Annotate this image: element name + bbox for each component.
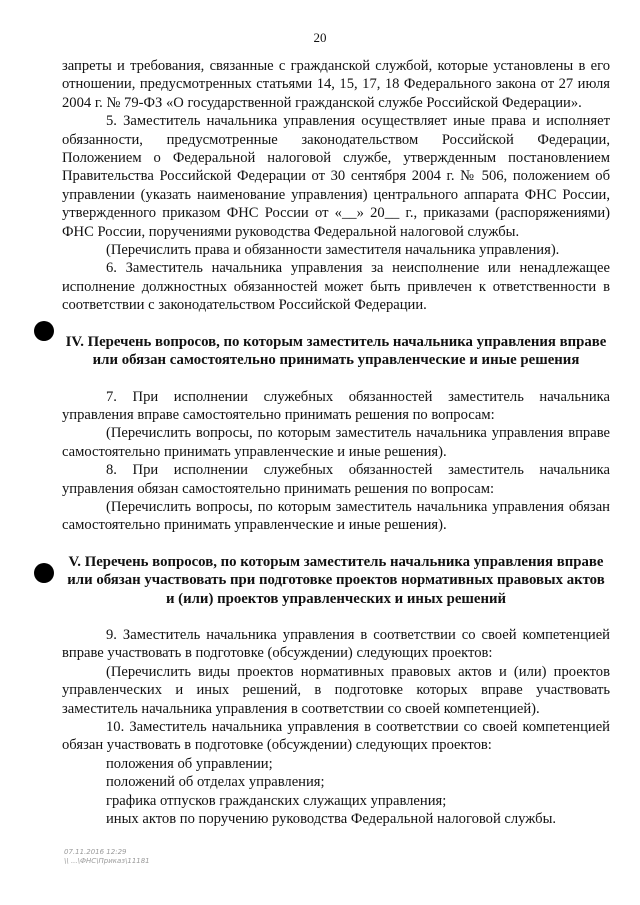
paragraph-5-note: (Перечислить права и обязанности заместителя начальника управления). bbox=[106, 242, 560, 259]
paragraph-continuation: запреты и требования, связанные с гражданской службой, которые установлены в его отношении, предусмотренных статьями 14, 15, 17, 18 Федерального закона от 27 июля 2004 г. № 79-ФЗ «О государственной гражданской службе Российской Федерации». bbox=[62, 58, 610, 111]
paragraph-7-note: (Перечислить вопросы, по которым заместитель начальника управления вправе самостоятельно принимать управленческие и иные решения). bbox=[62, 425, 610, 460]
paragraph-5: 5. Заместитель начальника управления осуществляет иные права и исполняет обязанности, предусмотренные законодательством Российской Федерации, Положением о Федеральной налоговой службе, утвержденным постановлением Правительства Российской Федерации от 30 сентября 2004 г. № 506, положением об управлении (указать наименование управления) центрального аппарата ФНС России, утвержденного приказом ФНС России от «__» 20__ г., приказами (распоряжениями) ФНС России, поручениями руководства Федеральной налоговой службы. bbox=[62, 113, 610, 240]
section-5-heading: V. Перечень вопросов, по которым заместитель начальника управления вправе или обязан участвовать при подготовке проектов нормативных правовых актов и (или) проектов управленческих и иных решений bbox=[67, 553, 605, 607]
punch-hole-mark bbox=[34, 321, 54, 341]
footer-stamp-path: \\ ...\ФНС\Приказ\11181 bbox=[64, 857, 150, 865]
paragraph-8-note: (Перечислить вопросы, по которым заместитель начальника управления обязан самостоятельно принимать управленческие и иные решения). bbox=[62, 498, 610, 534]
list-item: положения об управлении; bbox=[106, 755, 273, 772]
list-item: иных актов по поручению руководства Федеральной налоговой службы. bbox=[106, 811, 557, 828]
punch-hole-mark bbox=[34, 563, 54, 583]
document-body bbox=[62, 57, 610, 828]
footer-stamp-date: 07.11.2016 12:29 bbox=[64, 848, 127, 856]
list-item: положений об отделах управления; bbox=[106, 774, 325, 791]
paragraph-9-note: (Перечислить виды проектов нормативных правовых актов и (или) проектов управленческих и иных решений, в подготовке которых вправе участвовать заместитель начальника управления в соответствии со своей компетенцией). bbox=[62, 663, 610, 717]
paragraph-6: 6. Заместитель начальника управления за неисполнение или ненадлежащее исполнение должностных обязанностей может быть привлечен к ответственности в соответствии с законодательством Российской Федерации. bbox=[62, 260, 610, 314]
list-item: графика отпусков гражданских служащих управления; bbox=[106, 792, 447, 809]
paragraph-7: 7. При исполнении служебных обязанностей заместитель начальника управления вправе самостоятельно принимать решения по вопросам: bbox=[62, 388, 610, 423]
paragraph-8: 8. При исполнении служебных обязанностей заместитель начальника управления обязан самостоятельно принимать решения по вопросам: bbox=[62, 462, 610, 497]
paragraph-9: 9. Заместитель начальника управления в соответствии со своей компетенцией вправе участвовать в подготовке (обсуждении) следующих проектов: bbox=[62, 626, 610, 662]
paragraph-10: 10. Заместитель начальника управления в соответствии со своей компетенцией обязан участвовать в подготовке (обсуждении) следующих проектов: bbox=[62, 719, 610, 754]
section-4-heading: IV. Перечень вопросов, по которым заместитель начальника управления вправе или обязан самостоятельно принимать управленческие и иные решения bbox=[65, 333, 607, 369]
page-number: 20 bbox=[313, 30, 327, 45]
